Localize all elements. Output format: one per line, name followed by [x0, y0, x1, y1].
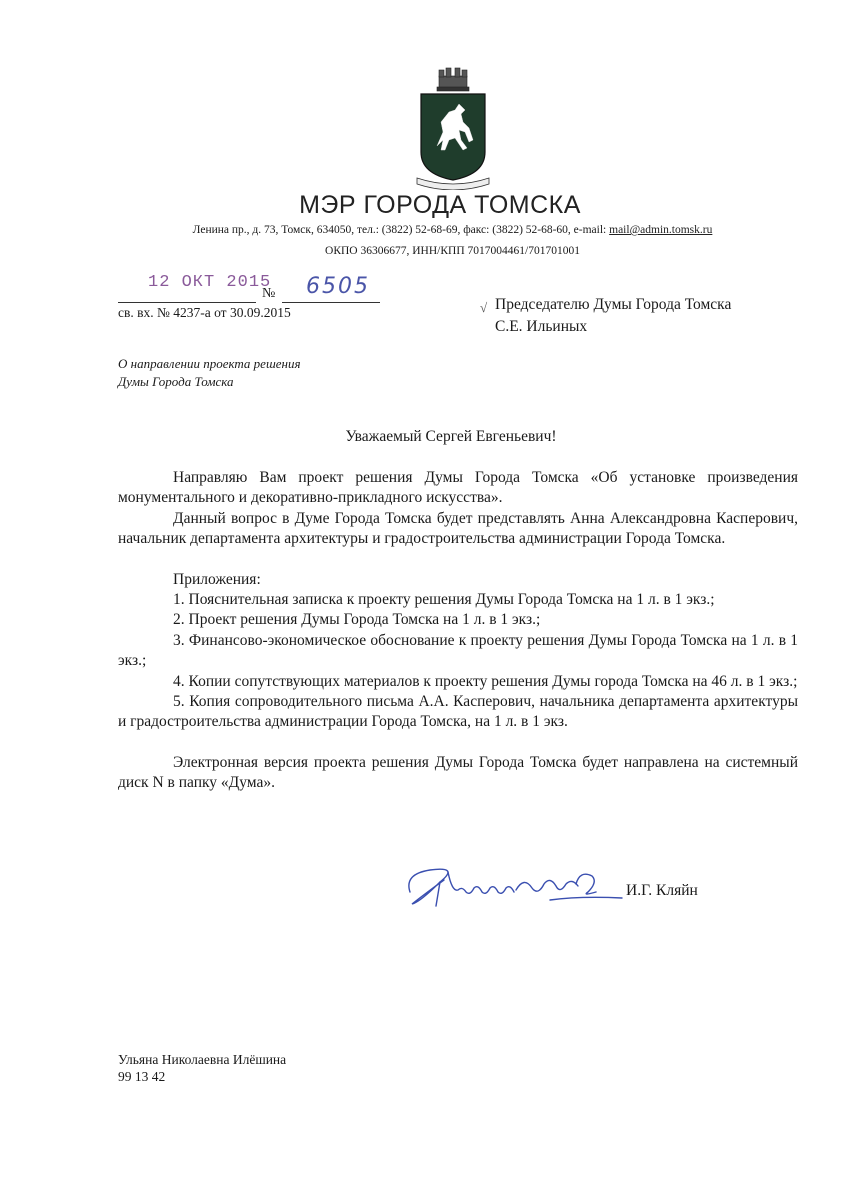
- signatory-name: И.Г. Кляйн: [626, 882, 698, 899]
- handwritten-signature: [400, 862, 628, 914]
- executor-block: [118, 1052, 286, 1085]
- tomsk-crest-icon: [415, 66, 491, 190]
- address-text: Ленина пр., д. 73, Томск, 634050, тел.: (3822) 52-68-69, факс: (3822) 52-68-60, e-mail:: [192, 224, 610, 236]
- registration-number: 6505: [306, 274, 370, 299]
- addressee-position: Председателю Думы Города Томска: [495, 296, 732, 313]
- addressee-block: [495, 294, 731, 338]
- subject-block: [118, 355, 301, 391]
- number-underline: [282, 302, 380, 303]
- attachment-item: 5. Копия сопроводительного письма А.А. Касперович, начальника департамента архитектуры и градостроительства администрации Города Томска, на 1 л. в 1 экз.: [118, 693, 798, 731]
- signature-icon: [400, 862, 628, 914]
- coat-of-arms: [415, 66, 491, 190]
- attachment-item: 3. Финансово-экономическое обоснование к проекту решения Думы Города Томска на 1 л. в 1 экз.;: [118, 631, 798, 670]
- body-paragraph: Направляю Вам проект решения Думы Города Томска «Об установке произведения монументального и декоративно-прикладного искусства».: [118, 469, 798, 507]
- letter-body: [118, 468, 798, 794]
- attachment-item: 4. Копии сопутствующих материалов к проекту решения Думы города Томска на 46 л. в 1 экз.;: [173, 672, 798, 690]
- body-paragraph: Данный вопрос в Думе Города Томска будет представлять Анна Александровна Касперович, начальник департамента архитектуры и градостроительства администрации Города Томска.: [118, 509, 798, 548]
- letterhead-okpo: ОКПО 36306677, ИНН/КПП 7017004461/701701001: [325, 245, 580, 257]
- email-link[interactable]: mail@admin.tomsk.ru: [609, 224, 713, 236]
- letterhead-title: МЭР ГОРОДА ТОМСКА: [299, 191, 581, 219]
- attachment-item: 2. Проект решения Думы Города Томска на 1 л. в 1 экз.;: [173, 611, 541, 629]
- letterhead-address: [0, 224, 850, 236]
- subject-line: О направлении проекта решения: [118, 356, 301, 371]
- incoming-reference: св. вх. № 4237-а от 30.09.2015: [118, 305, 291, 320]
- attachment-item: 1. Пояснительная записка к проекту решения Думы Города Томска на 1 л. в 1 экз.;: [173, 591, 715, 609]
- executor-name: Ульяна Николаевна Илёшина: [118, 1052, 287, 1067]
- body-paragraph: Электронная версия проекта решения Думы Города Томска будет направлена на системный диск N в папку «Дума».: [118, 753, 798, 792]
- check-mark-icon: √: [480, 300, 488, 315]
- date-underline: [118, 302, 256, 303]
- executor-phone: 99 13 42: [118, 1068, 166, 1084]
- subject-line: Думы Города Томска: [118, 374, 234, 389]
- addressee-name: С.Е. Ильиных: [495, 318, 588, 335]
- number-sign: №: [262, 286, 276, 301]
- attachments-heading: Приложения:: [173, 570, 261, 588]
- date-stamp: 12 ОКТ 2015: [148, 273, 272, 292]
- greeting: Уважаемый Сергей Евгеньевич!: [345, 428, 557, 445]
